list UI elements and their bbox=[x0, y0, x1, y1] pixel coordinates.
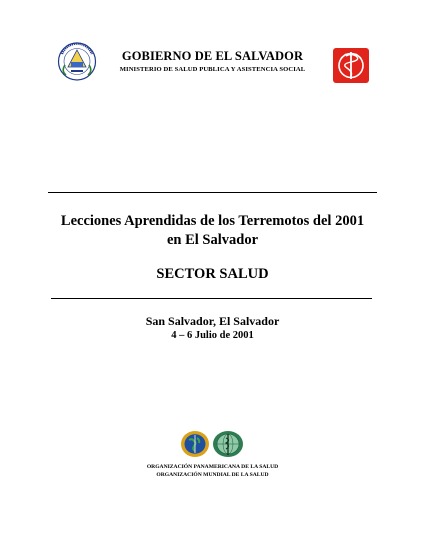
who-org-name: ORGANIZACIÓN MUNDIAL DE LA SALUD bbox=[156, 472, 269, 478]
ministry-of-health-emblem-icon bbox=[333, 48, 369, 83]
paho-emblem-icon bbox=[180, 430, 210, 458]
horizontal-rule-bottom bbox=[51, 298, 372, 299]
paho-org-name: ORGANIZACIÓN PANAMERICANA DE LA SALUD bbox=[146, 464, 279, 470]
ministry-subtitle: MINISTERIO DE SALUD PUBLICA Y ASISTENCIA SOCIAL bbox=[119, 66, 306, 73]
event-dates: 4 – 6 Julio de 2001 bbox=[171, 330, 254, 341]
government-title: GOBIERNO DE EL SALVADOR bbox=[121, 49, 304, 63]
who-emblem-icon bbox=[212, 430, 244, 458]
document-title-line2: en El Salvador bbox=[166, 232, 259, 248]
sector-heading: SECTOR SALUD bbox=[156, 266, 269, 282]
document-title-line1: Lecciones Aprendidas de los Terremotos del 2001 bbox=[60, 213, 365, 229]
event-location: San Salvador, El Salvador bbox=[145, 314, 280, 328]
horizontal-rule-top bbox=[48, 192, 377, 193]
